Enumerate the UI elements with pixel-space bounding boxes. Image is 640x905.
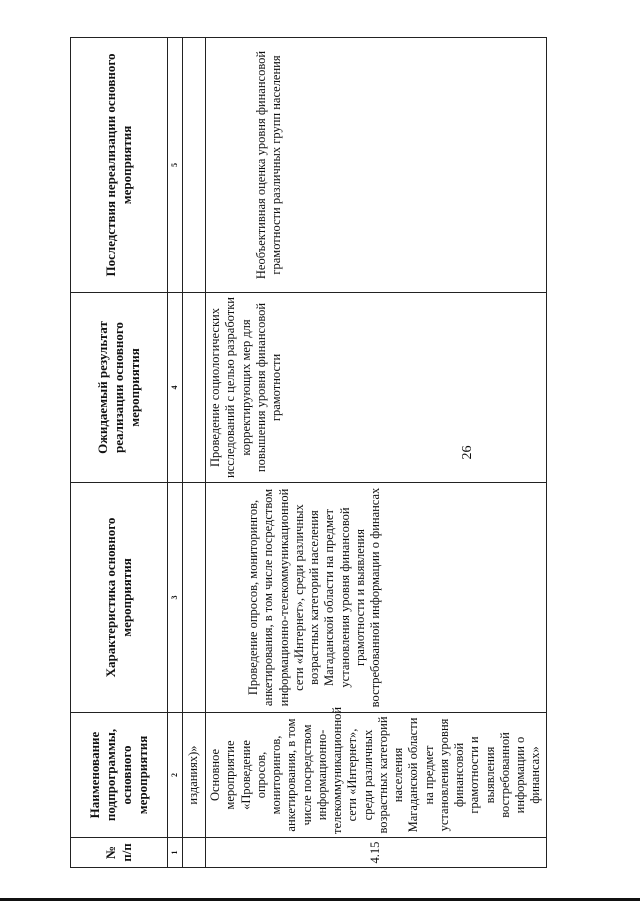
cell-consequence <box>183 38 206 293</box>
header-characteristic: Характеристика основного мероприятия <box>71 483 168 713</box>
header-number: № п/п <box>71 838 168 868</box>
cell-name: Основное мероприятие «Проведение опросов, мониторингов, анкетирования, в том числе посредством информационно-телекоммуникационной сети «Интернет», среди различных возрастных категорий населения Магаданской области на предмет установления уровня финансовой грамотности и выявления востребованной информации о финансах» <box>206 713 547 838</box>
column-number: 3 <box>168 483 183 713</box>
header-result: Ожидаемый результат реализации основного мероприятия <box>71 293 168 483</box>
rotated-page <box>70 35 570 870</box>
column-number: 1 <box>168 838 183 868</box>
cell-number: 4.15 <box>206 838 547 868</box>
column-number: 2 <box>168 713 183 838</box>
column-number: 4 <box>168 293 183 483</box>
continuation-row <box>183 38 206 868</box>
cell-name: изданиях)» <box>183 713 206 838</box>
cell-consequence: Необъективная оценка уровня финансовой грамотности различных групп населения <box>206 38 547 293</box>
cell-result: Проведение социологических исследований с целью разработки корректирующих мер для повышения уровня финансовой грамотности <box>206 293 547 483</box>
header-name: Наименование подпрограммы, основного мероприятия <box>71 713 168 838</box>
scan-edge-line <box>0 898 640 901</box>
table-header-row <box>71 38 168 868</box>
column-number: 5 <box>168 38 183 293</box>
cell-number <box>183 838 206 868</box>
column-number-row <box>168 38 183 868</box>
page-number: 26 <box>460 445 475 460</box>
cell-result <box>183 293 206 483</box>
header-consequence: Последствия нереализации основного мероприятия <box>71 38 168 293</box>
table-row <box>206 38 547 868</box>
cell-characteristic <box>183 483 206 713</box>
cell-characteristic: Проведение опросов, мониторингов, анкетирования, в том числе посредством информационно-телекоммуникационной сети «Интернет», среди различных возрастных категорий населения Магаданской области на предмет установления уровня финансовой грамотности и выявления востребованной информации о финансах <box>206 483 547 713</box>
